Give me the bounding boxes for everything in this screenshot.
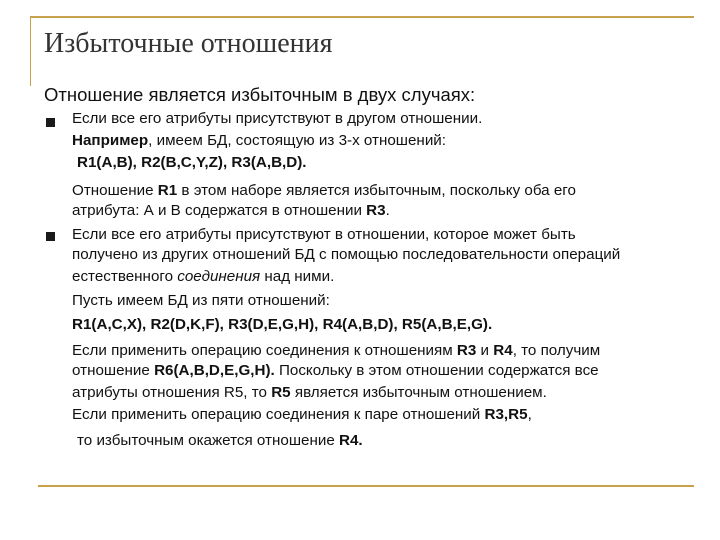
bullet2-line4: Пусть имеем БД из пяти отношений:	[72, 292, 330, 309]
bullet2-line6: Если применить операцию соединения к отношениям R3 и R4, то получим	[72, 342, 601, 359]
bullet1-line1: Если все его атрибуты присутствуют в другом отношении.	[72, 110, 483, 127]
slide-title: Избыточные отношения	[44, 28, 333, 59]
bullet2-line10: то избыточным окажется отношение R4.	[77, 432, 363, 449]
bullet1-line2: Например, имеем БД, состоящую из 3-х отношений:	[72, 132, 447, 149]
bullet-square-icon	[46, 118, 55, 127]
bullet-square-icon	[46, 232, 55, 241]
bullet2-line3: естественного соединения над ними.	[72, 268, 335, 285]
bullet2-line5: R1(A,C,X), R2(D,K,F), R3(D,E,G,H), R4(A,B,D), R5(A,B,E,G).	[72, 316, 493, 333]
bullet2-line2: получено из других отношений БД с помощью последовательности операций	[72, 246, 621, 263]
bullet1-line4: Отношение R1 в этом наборе является избыточным, поскольку оба его	[72, 182, 576, 199]
bullet1-line5: атрибута: А и В содержатся в отношении R3.	[72, 202, 390, 219]
bullet2-line9: Если применить операцию соединения к паре отношений R3,R5,	[72, 406, 532, 423]
bullet1-line3: R1(A,B), R2(B,C,Y,Z), R3(A,B,D).	[77, 154, 307, 171]
left-accent-line	[30, 16, 31, 86]
bullet2-line7: отношение R6(A,B,D,E,G,H). Поскольку в этом отношении содержатся все	[72, 362, 599, 379]
bullet2-line8: атрибуты отношения R5, то R5 является избыточным отношением.	[72, 384, 547, 401]
bullet2-line1: Если все его атрибуты присутствуют в отношении, которое может быть	[72, 226, 576, 243]
slide-intro: Отношение является избыточным в двух случаях:	[44, 84, 476, 105]
bottom-divider	[38, 485, 694, 487]
top-divider	[30, 16, 694, 18]
